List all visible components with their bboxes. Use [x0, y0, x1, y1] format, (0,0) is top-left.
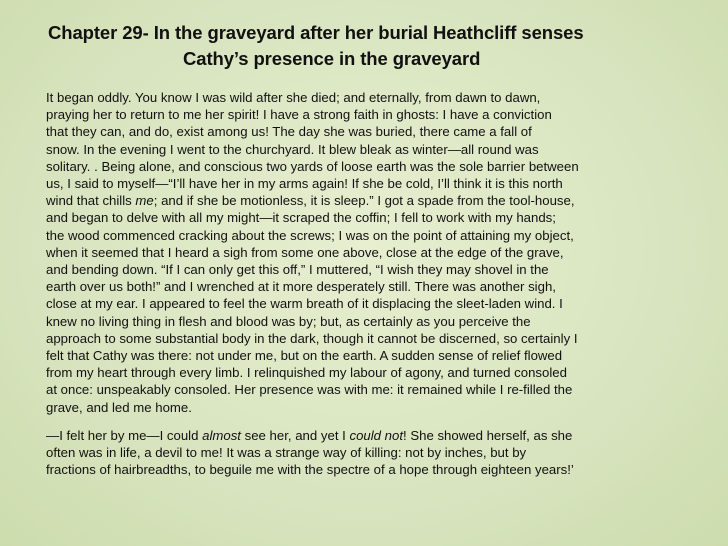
text-line: and began to delve with all my might—it scraped the coffin; I fell to work with my hands;: [46, 210, 556, 226]
text-line: grave, and led me home.: [46, 399, 192, 415]
text-line: knew no living thing in flesh and blood was by; but, as certainly as you perceive the: [46, 313, 531, 329]
text-line: earth over us both!” and I wrenched at it more desperately still. There was another sigh,: [46, 279, 556, 295]
text-line: often was in life, a devil to me! It was a strange way of killing: not by inches, but by: [46, 445, 527, 461]
text-line: the wood commenced cracking about the screws; I was on the point of attaining my object,: [46, 227, 574, 243]
text-line: that they can, and do, exist among us! The day she was buried, there came a fall of: [46, 124, 532, 140]
text-line: felt that Cathy was there: not under me, but on the earth. A sudden sense of relief flowed: [46, 348, 563, 364]
text-line: snow. In the evening I went to the churchyard. It blew bleak as winter—all round was: [46, 141, 539, 157]
text-line: fractions of hairbreadths, to beguile me with the spectre of a hope through eighteen years!’: [46, 462, 574, 478]
text-segment: see her, and yet I: [240, 427, 350, 443]
paragraph-2: [46, 427, 686, 479]
page-title: [48, 20, 708, 72]
body-text: [46, 89, 686, 478]
text-line: [46, 192, 686, 209]
text-line: from my heart through every limb. I relinquished my labour of agony, and turned consoled: [46, 365, 567, 381]
emphasis-text: almost: [202, 427, 241, 443]
text-line: us, I said to myself—“I’ll have her in my arms again! If she be cold, I’ll think it is this north: [46, 176, 563, 192]
text-segment: wind that chills: [46, 193, 136, 209]
emphasis-text: could not: [349, 427, 403, 443]
text-line: [46, 427, 686, 444]
text-segment: ; and if she be motionless, it is sleep.” I got a spade from the tool-house,: [153, 193, 575, 209]
text-line: solitary. . Being alone, and conscious two yards of loose earth was the sole barrier between: [46, 158, 579, 174]
emphasis-text: me: [135, 193, 154, 209]
text-line: when it seemed that I heard a sigh from some one above, close at the edge of the grave,: [46, 244, 564, 260]
text-line: at once: unspeakably consoled. Her presence was with me: it remained while I re-filled the: [46, 382, 573, 398]
text-segment: —I felt her by me—I could: [46, 427, 203, 443]
text-segment: ! She showed herself, as she: [403, 427, 573, 443]
text-line: close at my ear. I appeared to feel the warm breath of it displacing the sleet-laden wind. I: [46, 296, 563, 312]
text-line: praying her to return to me her spirit! I have a strong faith in ghosts: I have a conviction: [46, 107, 552, 123]
title-line-2: Cathy’s presence in the graveyard: [183, 48, 481, 69]
text-line: and bending down. “If I can only get this off,” I muttered, “I wish they may shovel in the: [46, 262, 549, 278]
title-line-1: Chapter 29- In the graveyard after her burial Heathcliff senses: [48, 22, 584, 43]
text-line: approach to some substantial body in the dark, though it cannot be discerned, so certainly I: [46, 330, 578, 346]
text-line: It began oddly. You know I was wild after she died; and eternally, from dawn to dawn,: [46, 90, 541, 105]
paragraph-1: [46, 89, 686, 416]
